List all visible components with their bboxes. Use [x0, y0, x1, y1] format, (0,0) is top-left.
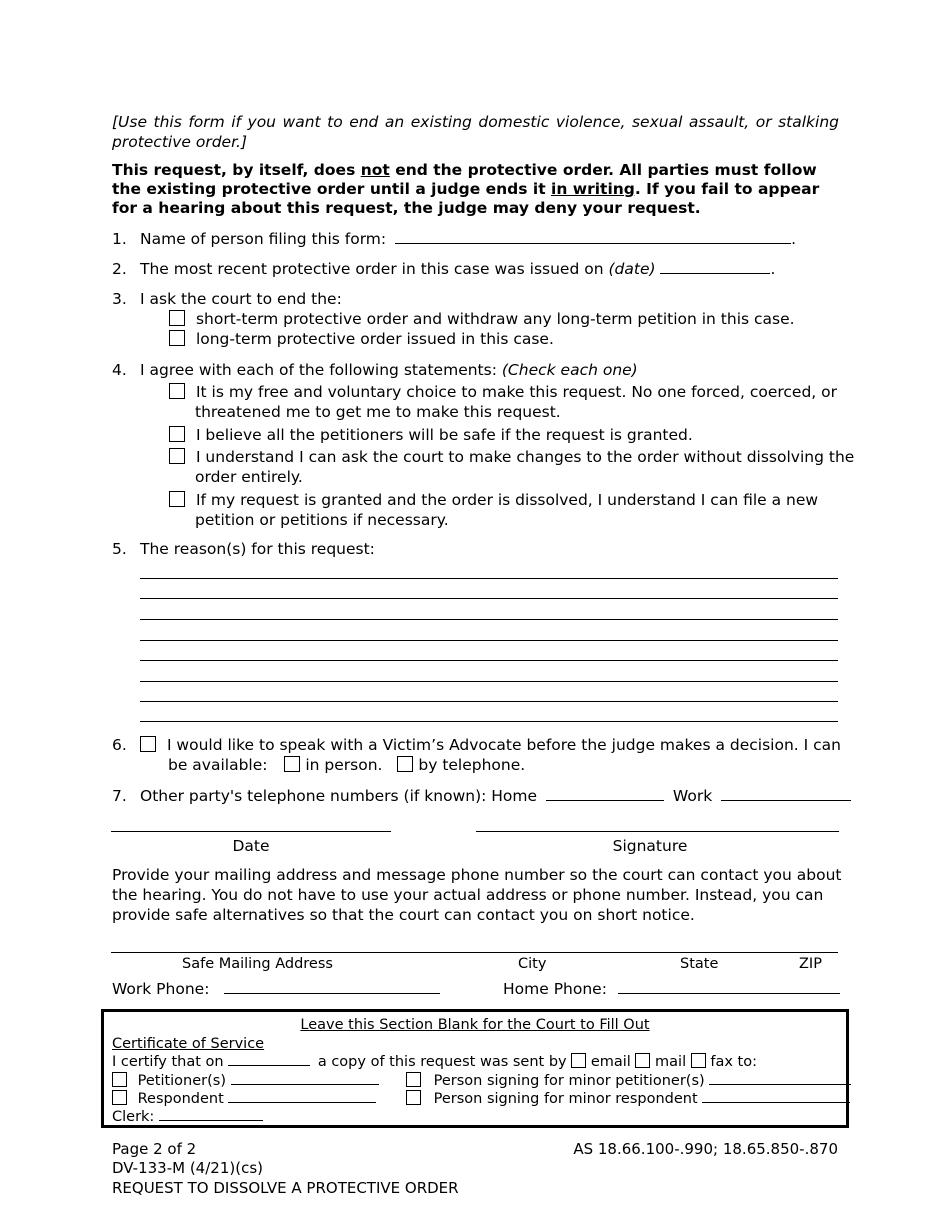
state-label: State [680, 956, 719, 972]
item-number: 3. [112, 290, 127, 308]
availability-label: be available: [168, 756, 268, 774]
date-label: Date [232, 837, 270, 855]
new-petition-label: If my request is granted and the order is dissolved, I understand I can file a new [195, 491, 819, 509]
certify-label: I certify that on [112, 1054, 224, 1070]
court-use-box [101, 1009, 849, 1128]
fax-checkbox[interactable] [691, 1053, 706, 1068]
zip-label: ZIP [799, 956, 822, 972]
date-hint: (date) [608, 260, 656, 278]
date-line[interactable] [111, 831, 391, 832]
in-person-label: in person. [305, 756, 383, 774]
item-number: 1. [112, 230, 127, 248]
new-petition-label-cont: petition or petitions if necessary. [195, 511, 449, 529]
changes-label: I understand I can ask the court to make changes to the order without dissolving the [195, 448, 855, 466]
safe-checkbox[interactable] [169, 426, 185, 442]
warning-part: This request, by itself, does [112, 161, 361, 179]
home-phone-row [503, 979, 840, 999]
short-term-checkbox[interactable] [169, 310, 185, 326]
mailing-note: Provide your mailing address and message phone number so the court can contact you about the hearing. You do not have to use your actual address or phone number. Instead, you can provide safe alternatives so that the court can contact you on short notice. [112, 866, 842, 925]
long-term-checkbox[interactable] [169, 330, 185, 346]
item-number: 2. [112, 260, 127, 278]
advocate-label: I would like to speak with a Victim’s Advocate before the judge makes a decision. I can [166, 736, 841, 754]
address-line[interactable] [111, 952, 838, 953]
telephone-checkbox[interactable] [397, 756, 413, 772]
voluntary-label-cont: threatened me to get me to make this request. [195, 403, 561, 421]
warning-in-writing: in writing [551, 180, 635, 198]
advocate-checkbox[interactable] [140, 736, 156, 752]
respondent-checkbox[interactable] [112, 1090, 127, 1105]
city-label: City [518, 956, 547, 972]
voluntary-label: It is my free and voluntary choice to make this request. No one forced, coerced, or [195, 383, 838, 401]
telephone-label: by telephone. [418, 756, 526, 774]
warning-part: end the protective order. All parties must follow the existing protective order until a judge ends it [112, 161, 817, 198]
item-2: The most recent protective order in this case was issued on (date) . [140, 260, 776, 278]
form-title: REQUEST TO DISSOLVE A PROTECTIVE ORDER [112, 1179, 459, 1197]
order-date-field[interactable] [660, 259, 770, 274]
petitioner-label: Petitioner(s) [137, 1073, 226, 1089]
warning-text [112, 161, 839, 218]
reason-line[interactable] [140, 701, 838, 702]
email-checkbox[interactable] [571, 1053, 586, 1068]
voluntary-checkbox[interactable] [169, 383, 185, 399]
warning-part: . If you fail to appear for a hearing about this request, the judge may deny your request. [112, 180, 820, 217]
minor-respondent-field[interactable] [702, 1090, 850, 1103]
respondent-label: Respondent [137, 1091, 224, 1107]
filer-name-label: Name of person filing this form: [140, 230, 387, 248]
statement-new-petition [169, 490, 818, 510]
mail-label: mail [655, 1054, 687, 1070]
statement-voluntary [169, 382, 837, 402]
home-phone-field[interactable] [618, 979, 840, 994]
option-short-term [169, 309, 795, 329]
minor-petitioner-row [406, 1072, 851, 1090]
clerk-field[interactable] [159, 1108, 263, 1121]
safe-mailing-label: Safe Mailing Address [182, 956, 333, 972]
intro-note: [Use this form if you want to end an existing domestic violence, sexual assault, or stalking protective order.] [112, 113, 839, 152]
statement-safe [169, 425, 693, 445]
reason-line[interactable] [140, 660, 838, 661]
reasons-label: The reason(s) for this request: [140, 540, 375, 558]
item-3-label: I ask the court to end the: [140, 290, 342, 308]
reason-line[interactable] [140, 619, 838, 620]
home-phone-label: Other party's telephone numbers (if known): Home [140, 787, 538, 805]
option-long-term [169, 329, 554, 349]
item-number: 6. [112, 736, 127, 754]
minor-petitioner-field[interactable] [709, 1072, 851, 1085]
minor-respondent-checkbox[interactable] [406, 1090, 421, 1105]
short-term-label: short-term protective order and withdraw any long-term petition in this case. [195, 310, 795, 328]
sent-label: a copy of this request was sent by [317, 1054, 567, 1070]
work-phone-label: Work [672, 787, 713, 805]
item-1: Name of person filing this form: . [140, 230, 796, 248]
certificate-title: Certificate of Service [112, 1036, 265, 1052]
petitioner-checkbox[interactable] [112, 1072, 127, 1087]
service-date-field[interactable] [228, 1053, 310, 1066]
other-home-phone-field[interactable] [546, 786, 664, 801]
advocate-request [140, 735, 841, 755]
item-number: 7. [112, 787, 127, 805]
other-party-phones [140, 786, 851, 806]
minor-petitioner-checkbox[interactable] [406, 1072, 421, 1087]
availability [168, 755, 525, 775]
reason-line[interactable] [140, 681, 838, 682]
changes-label-cont: order entirely. [195, 468, 303, 486]
changes-checkbox[interactable] [169, 448, 185, 464]
work-phone-row [112, 979, 440, 999]
page-number: Page 2 of 2 [112, 1140, 197, 1158]
petitioner-row [112, 1072, 379, 1090]
warning-not: not [360, 161, 390, 179]
petitioner-field[interactable] [231, 1072, 379, 1085]
mail-checkbox[interactable] [635, 1053, 650, 1068]
certify-row [112, 1053, 757, 1071]
court-use-header: Leave this Section Blank for the Court to Fill Out [300, 1017, 650, 1033]
long-term-label: long-term protective order issued in this case. [195, 330, 554, 348]
respondent-field[interactable] [228, 1090, 376, 1103]
filer-name-field[interactable] [395, 229, 791, 244]
form-number: DV-133-M (4/21)(cs) [112, 1159, 263, 1177]
fax-label: fax to: [710, 1054, 757, 1070]
new-petition-checkbox[interactable] [169, 491, 185, 507]
check-each-hint: (Check each one) [501, 361, 638, 379]
reason-line[interactable] [140, 598, 838, 599]
minor-petitioner-label: Person signing for minor petitioner(s) [433, 1073, 705, 1089]
work-phone-text: Work Phone: [112, 980, 210, 998]
item-number: 4. [112, 361, 127, 379]
reason-line[interactable] [140, 578, 838, 579]
signature-line[interactable] [476, 831, 839, 832]
home-phone-text: Home Phone: [503, 980, 607, 998]
signature-label: Signature [612, 837, 688, 855]
reason-line[interactable] [140, 721, 838, 722]
clerk-row [112, 1108, 263, 1126]
in-person-checkbox[interactable] [284, 756, 300, 772]
clerk-label: Clerk: [112, 1109, 155, 1125]
minor-respondent-row [406, 1090, 850, 1108]
statements-label: I agree with each of the following statements: [140, 361, 497, 379]
item-number: 5. [112, 540, 127, 558]
other-work-phone-field[interactable] [721, 786, 851, 801]
statement-changes [169, 447, 854, 467]
order-date-label: The most recent protective order in this case was issued on [140, 260, 604, 278]
reason-line[interactable] [140, 640, 838, 641]
item-4-label [140, 360, 638, 380]
safe-label: I believe all the petitioners will be safe if the request is granted. [195, 426, 693, 444]
minor-respondent-label: Person signing for minor respondent [433, 1091, 698, 1107]
respondent-row [112, 1090, 376, 1108]
work-phone-field[interactable] [224, 979, 440, 994]
email-label: email [590, 1054, 631, 1070]
statute-reference: AS 18.66.100-.990; 18.65.850-.870 [573, 1140, 838, 1158]
